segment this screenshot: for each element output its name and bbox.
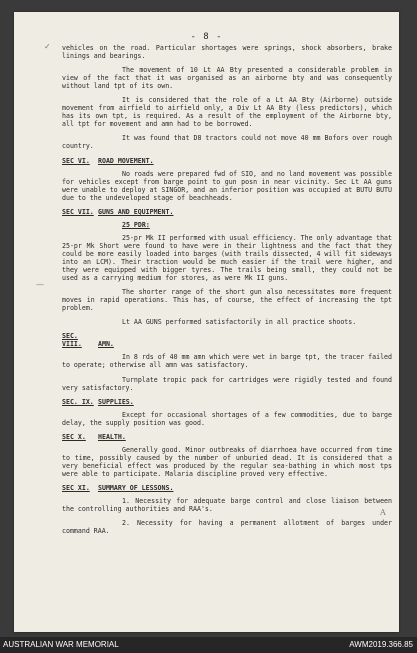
- opening-lines: vehicles on the road. Particular shortages were springs, shock absorbers, brake linings and bearings.: [62, 44, 392, 61]
- paragraph: Generally good. Minor outbreaks of diarrhoea have occurred from time to time, possibly caused by the number of unburied dead. It is considered that a very beneficial effect was produced by the regular sea-bathing in which most tps were able to participate. Malaria discipline proved very effective.: [62, 445, 392, 478]
- section-title: SUMMARY OF LESSONS.: [98, 483, 174, 492]
- paragraph: Lt AA GUNS performed satisfactorily in all practice shoots.: [122, 318, 357, 327]
- paragraph: It is considered that the role of a Lt AA Bty (Airborne) outside movement from airfield to airfield only, a Div Lt AA Bty (less predictors), which has its own tpt, is required. As a result of the employment of the Airborne bty, all tpt for movement and amn had to be borrowed.: [62, 96, 392, 129]
- paragraph: 25-pr Mk II performed with usual efficiency. The only advantage that 25-pr Mk Short were found to have were in their lightness and the fact that they could be more easily loaded into barges (with trails dissected, 4 will fit sideways into an LCM). Their traction would be much easier if the trail were higher, and they were equipped with bigger tyres. The trails being small, they could not be used as a carrying medium for stores, as were Mk II guns.: [62, 233, 392, 283]
- section-number: SEC X.: [62, 432, 86, 441]
- document-body: [62, 44, 392, 541]
- footer-catalog-id: AWM2019.366.85: [349, 640, 413, 649]
- section-title: HEALTH.: [98, 432, 126, 441]
- lesson-item: 2. Necessity for having a permanent allotment of barges under command RAA.: [62, 519, 392, 536]
- section-number: SEC VII.: [62, 207, 94, 216]
- paragraph: In 8 rds of 40 mm amn which were wet in barge tpt, the tracer failed to operate; otherwise all amn was satisfactory.: [62, 353, 392, 370]
- section-heading: [62, 484, 392, 492]
- paragraph: It was found that D8 tractors could not move 40 mm Bofors over rough country.: [62, 134, 392, 151]
- paragraph: No roads were prepared fwd of SIO, and no land movement was possible for vehicles except from barge point to gun posn in near vicinity. Sec Lt AA guns were unable to deploy at SINGOR, and an inferior position was occupied at BUTU BUTU due to the undeveloped stage of beachheads.: [62, 169, 392, 202]
- pencil-margin-mark: ✓: [44, 42, 51, 51]
- paragraph: The shorter range of the short gun also necessitates more frequent moves in rapid operations. This has, of course, the effect of increasing the tpt problem.: [62, 288, 392, 313]
- section-number: SEC VI.: [62, 156, 90, 165]
- pencil-margin-mark: —: [36, 280, 44, 289]
- paragraph: The movement of 10 Lt AA Bty presented a considerable problem in view of the fact that it was organised as an airborne bty and was consequently without land tpt of its own.: [62, 66, 392, 91]
- section-heading: [62, 398, 392, 406]
- footer-source: AUSTRALIAN WAR MEMORIAL: [3, 640, 119, 649]
- section-heading: [62, 157, 392, 165]
- section-heading: [62, 332, 392, 348]
- paragraph: Turnplate tropic pack for cartridges were rigidly tested and found very satisfactory.: [62, 375, 392, 392]
- page-number: - 8 -: [190, 32, 223, 42]
- pencil-margin-mark: A: [380, 508, 386, 517]
- section-number: SEC. IX.: [62, 397, 94, 406]
- document-page: [14, 12, 399, 632]
- section-number: SEC XI.: [62, 483, 90, 492]
- lesson-item: 1. Necessity for adequate barge control and close liaison between the controlling authorities and RAA's.: [62, 497, 392, 514]
- subsection-heading: [62, 221, 392, 229]
- section-heading: [62, 208, 392, 216]
- section-title: AMN.: [98, 340, 114, 349]
- section-heading: [62, 433, 392, 441]
- footer-bar: [0, 637, 417, 653]
- section-title: SUPPLIES.: [98, 397, 134, 406]
- subsection-title: 25 PDR:: [122, 220, 150, 229]
- section-title: GUNS AND EQUIPMENT.: [98, 207, 174, 216]
- section-title: ROAD MOVEMENT.: [98, 156, 154, 165]
- paragraph: Except for occasional shortages of a few commodities, due to barge delay, the supply position was good.: [62, 410, 392, 427]
- section-number: SEC. VIII.: [62, 332, 82, 349]
